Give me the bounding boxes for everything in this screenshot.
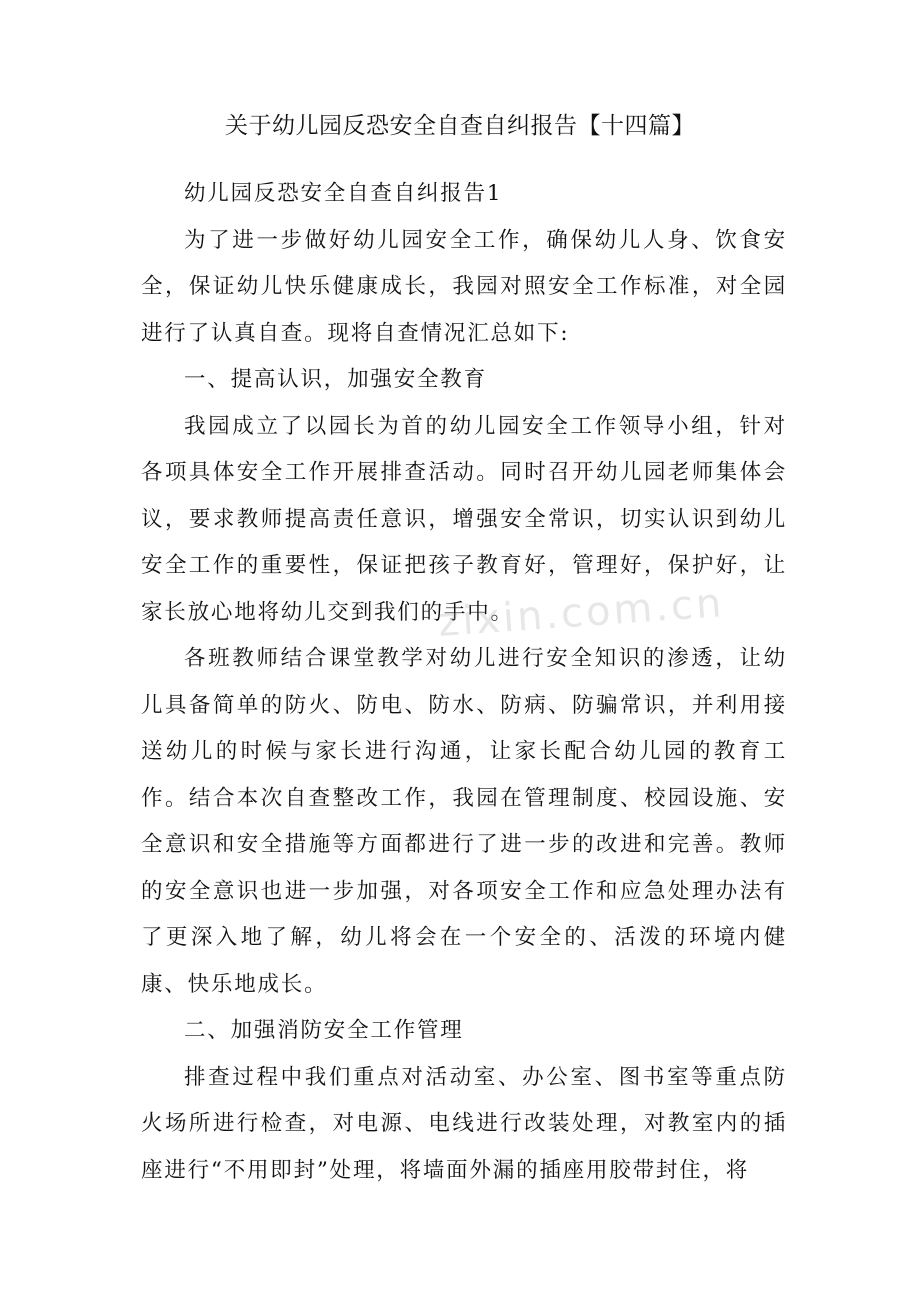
paragraph-fire-inspection: 排查过程中我们重点对活动室、办公室、图书室等重点防火场所进行检查，对电源、电线进行改装处理，对教室内的插座进行“不用即封”处理，将墙面外漏的插座用胶带封住，将 (141, 1064, 787, 1183)
paragraph-class-teaching: 各班教师结合课堂教学对幼儿进行安全知识的渗透，让幼儿具备简单的防火、防电、防水、防病、防骗常识，并利用接送幼儿的时候与家长进行沟通，让家长配合幼儿园的教育工作。结合本次自查整改工作，我园在管理制度、校园设施、安全意识和安全措施等方面都进行了进一步的改进和完善。教师的安全意识也进一步加强，对各项安全工作和应急处理办法有了更深入地了解，幼儿将会在一个安全的、活泼的环境内健康、快乐地成长。 (141, 646, 787, 997)
document-title: 关于幼儿园反恐安全自查自纠报告【十四篇】 (225, 113, 695, 139)
section-heading-1: 一、提高认识，加强安全教育 (184, 367, 487, 392)
section-heading-2: 二、加强消防安全工作管理 (184, 1018, 464, 1043)
watermark: zixin.com.cn (436, 580, 726, 646)
document-body (141, 171, 787, 1194)
paragraph-safety-group: 我园成立了以园长为首的幼儿园安全工作领导小组，针对各项具体安全工作开展排查活动。同时召开幼儿园老师集体会议，要求教师提高责任意识，增强安全常识，切实认识到幼儿安全工作的重要性，保证把孩子教育好，管理好，保护好，让家长放心地将幼儿交到我们的手中。 (141, 413, 787, 625)
paragraph-intro: 为了进一步做好幼儿园安全工作，确保幼儿人身、饮食安全，保证幼儿快乐健康成长，我园对照安全工作标准，对全园进行了认真自查。现将自查情况汇总如下: (141, 227, 787, 346)
section-heading-report-1: 幼儿园反恐安全自查自纠报告1 (184, 181, 503, 206)
